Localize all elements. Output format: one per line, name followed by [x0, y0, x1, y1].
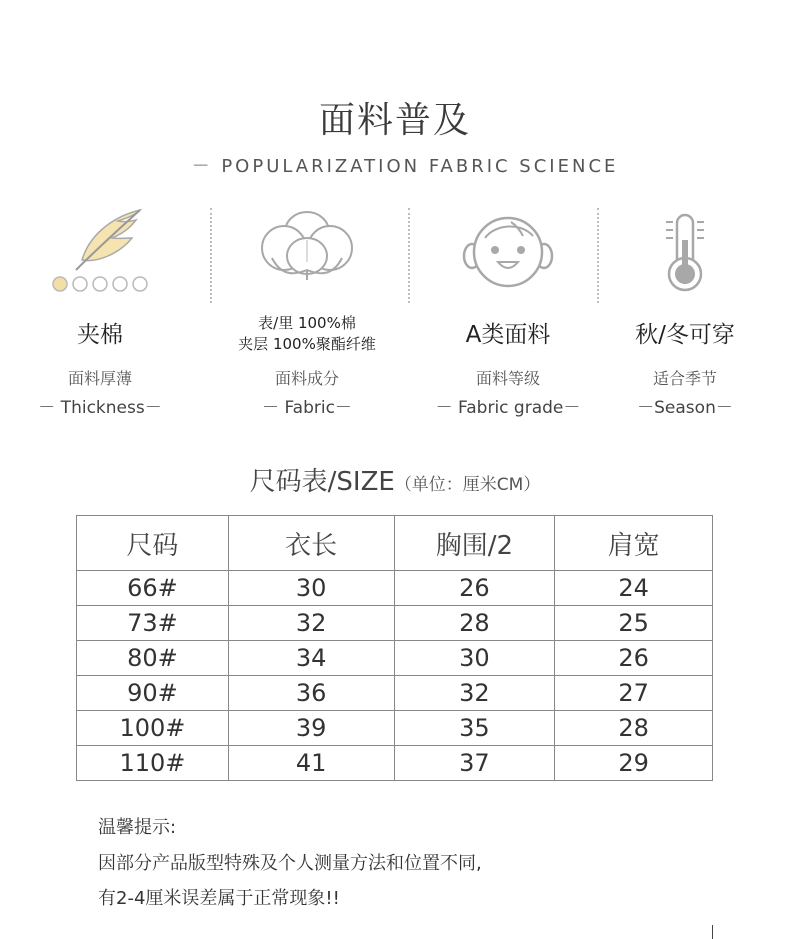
- chest-cell: 32: [394, 676, 555, 711]
- chest-cell: 26: [394, 571, 555, 606]
- feature-sub-label: 面料厚薄: [67, 369, 132, 388]
- thermometer-icon: [590, 200, 780, 300]
- column-header: 胸围/2: [394, 516, 555, 571]
- feature-season: [590, 200, 780, 430]
- size-cell: 66#: [77, 571, 229, 606]
- feature-main-label: A类面料: [465, 322, 551, 348]
- feature-en-label: － Fabric grade－: [435, 398, 581, 418]
- feature-sub-label: 适合季节: [652, 369, 717, 388]
- cotton-flower-icon: [212, 200, 402, 300]
- feature-en-label: － Thickness－: [38, 398, 162, 418]
- fabric-inner-composition: 夹层 100%聚酯纤维: [238, 335, 376, 353]
- feature-main-label: 夹棉: [77, 322, 123, 348]
- size-cell: 100#: [77, 711, 229, 746]
- chest-cell: 35: [394, 711, 555, 746]
- size-table: [76, 515, 713, 781]
- page-subtitle: － POPULARIZATION FABRIC SCIENCE: [191, 156, 619, 177]
- fabric-outer-composition: 表/里 100%棉: [258, 314, 356, 332]
- shoulder-cell: 29: [555, 746, 713, 781]
- length-cell: 41: [228, 746, 394, 781]
- thickness-dot: [133, 277, 147, 291]
- feature-main-label: [212, 313, 402, 355]
- shoulder-cell: 27: [555, 676, 713, 711]
- shoulder-cell: 26: [555, 641, 713, 676]
- feature-thickness: [5, 200, 195, 430]
- page-title: 面料普及: [318, 100, 471, 141]
- table-row: [77, 746, 713, 781]
- column-header: 尺码: [77, 516, 229, 571]
- feature-main-label: 秋/冬可穿: [635, 322, 735, 348]
- feature-fabric: [212, 200, 402, 430]
- feature-en-label: － Fabric－: [262, 398, 352, 418]
- thickness-dot: [93, 277, 107, 291]
- size-cell: 80#: [77, 641, 229, 676]
- baby-face-icon: [413, 200, 603, 300]
- table-row: [77, 571, 713, 606]
- length-cell: 32: [228, 606, 394, 641]
- tips-line-2: 有2-4厘米误差属于正常现象!!: [98, 888, 340, 909]
- feature-sub-label: 面料等级: [475, 369, 540, 388]
- size-chart-unit-note: （单位：厘米CM）: [394, 475, 541, 495]
- shoulder-cell: 24: [555, 571, 713, 606]
- footer-divider: [712, 925, 713, 939]
- column-header: 衣长: [228, 516, 394, 571]
- shoulder-cell: 28: [555, 711, 713, 746]
- size-cell: 90#: [77, 676, 229, 711]
- thickness-dot: [73, 277, 87, 291]
- table-row: [77, 606, 713, 641]
- table-row: [77, 676, 713, 711]
- length-cell: 34: [228, 641, 394, 676]
- chest-cell: 37: [394, 746, 555, 781]
- thickness-dot-filled: [53, 277, 67, 291]
- size-chart-title-text: 尺码表/SIZE: [249, 467, 395, 497]
- column-header: 肩宽: [555, 516, 713, 571]
- size-cell: 110#: [77, 746, 229, 781]
- divider: [408, 208, 410, 303]
- table-row: [77, 641, 713, 676]
- feature-en-label: －Season－: [637, 398, 733, 418]
- shoulder-cell: 25: [555, 606, 713, 641]
- table-row: [77, 711, 713, 746]
- tips-heading: 温馨提示:: [98, 817, 177, 838]
- feature-grade: [413, 200, 603, 430]
- length-cell: 36: [228, 676, 394, 711]
- table-header-row: [77, 516, 713, 571]
- length-cell: 30: [228, 571, 394, 606]
- size-cell: 73#: [77, 606, 229, 641]
- feather-icon: [5, 200, 195, 300]
- chest-cell: 28: [394, 606, 555, 641]
- chest-cell: 30: [394, 641, 555, 676]
- thickness-dot: [113, 277, 127, 291]
- tips-line-1: 因部分产品版型特殊及个人测量方法和位置不同,: [98, 853, 482, 874]
- length-cell: 39: [228, 711, 394, 746]
- size-chart-title: [0, 461, 790, 498]
- thickness-dots: [53, 277, 147, 291]
- feature-sub-label: 面料成分: [274, 369, 339, 388]
